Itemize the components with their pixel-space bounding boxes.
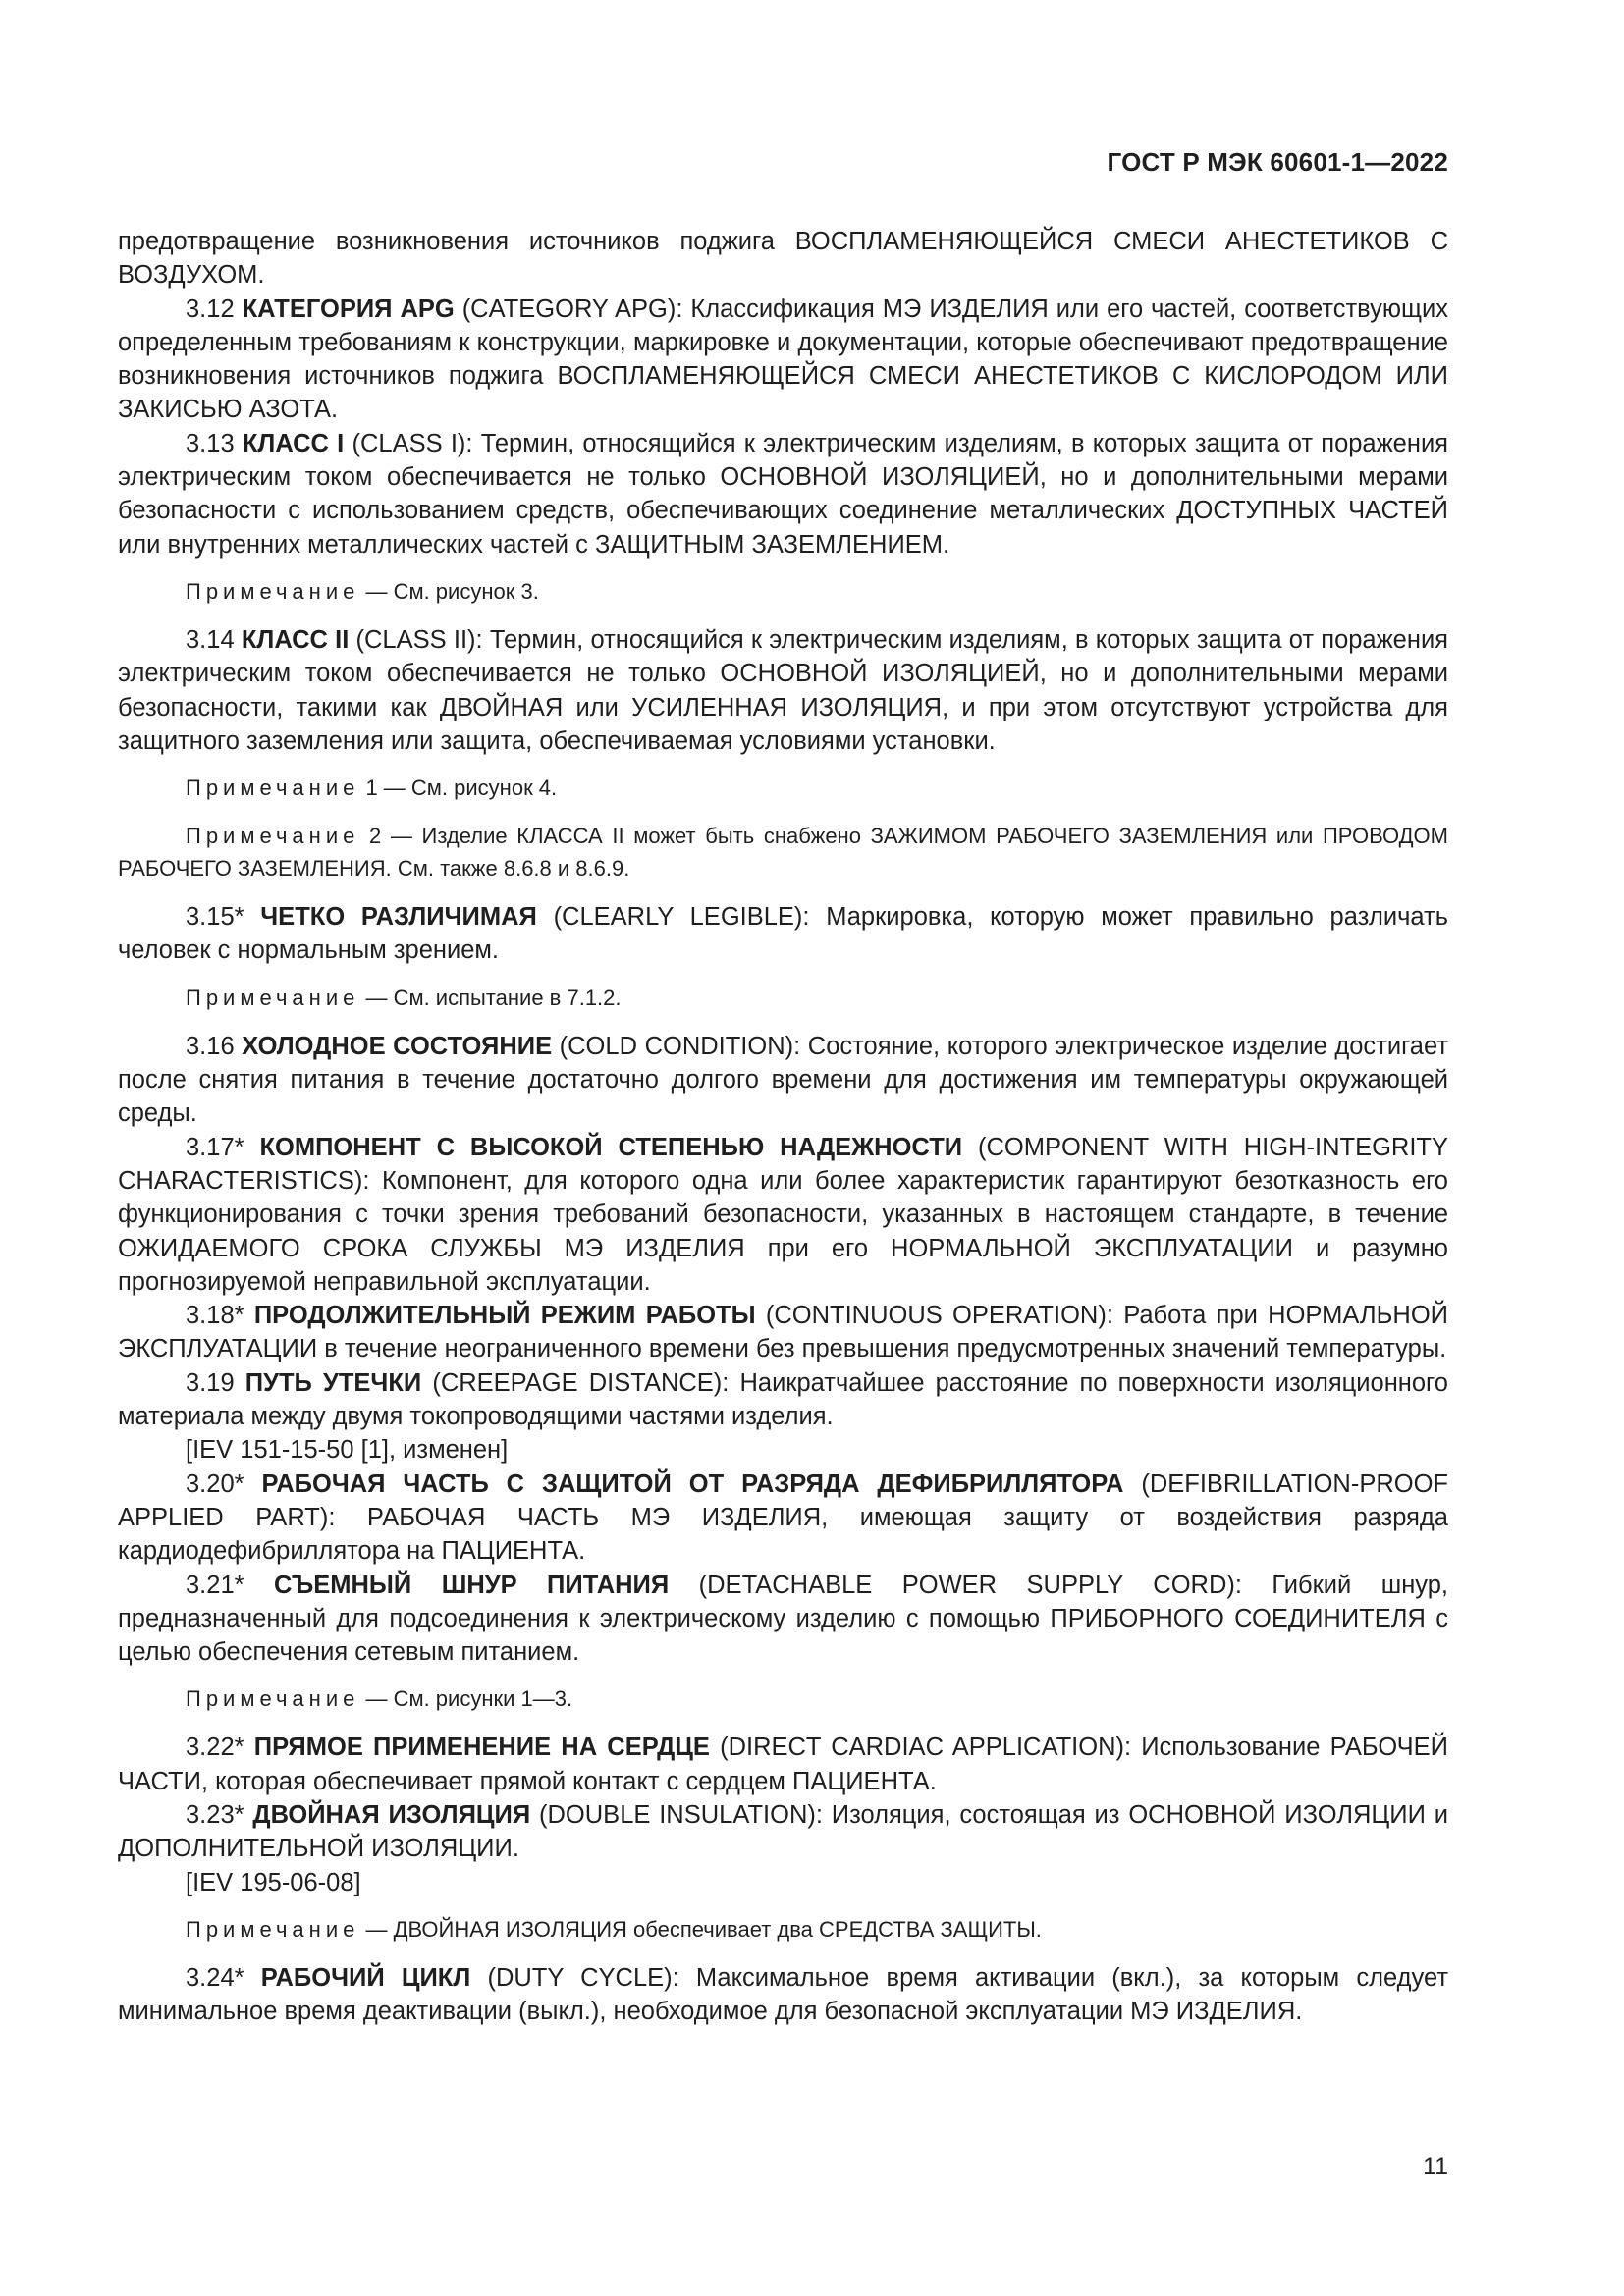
page-number: 11: [1423, 2153, 1448, 2180]
note-label: Примечание: [186, 578, 360, 604]
note-paragraph: [118, 575, 1448, 608]
note-paragraph: [118, 772, 1448, 804]
note-paragraph: [118, 1913, 1448, 1946]
term-definition: [118, 293, 1448, 427]
term-text: (DETACHABLE POWER SUPPLY CORD): Гибкий шнур, предназначенный для подсоединения к электрическому изделию с помощью ПРИБОРНОГО СОЕДИНИТЕЛЯ с целью обеспечения сетевым питанием.: [118, 1571, 1449, 1667]
note-label: Примечание: [186, 775, 360, 801]
note-paragraph: [118, 1682, 1448, 1715]
term-text: (DUTY CYCLE): Максимальное время активации (вкл.), за которым следует минимальное время деактивации (выкл.), необходимое для безопасной эксплуатации МЭ ИЗДЕЛИЯ.: [118, 1963, 1449, 2026]
term-name: ДВОЙНАЯ ИЗОЛЯЦИЯ: [252, 1800, 531, 1829]
term-definition: [118, 1366, 1448, 1434]
term-name: ХОЛОДНОЕ СОСТОЯНИЕ: [242, 1032, 553, 1060]
term-definition: [118, 1030, 1448, 1131]
term-definition: [118, 1299, 1448, 1366]
note-paragraph: [118, 820, 1448, 884]
term-text: (DIRECT CARDIAC APPLICATION): Использование РАБОЧЕЙ ЧАСТИ, которая обеспечивает прямой контакт с сердцем ПАЦИЕНТА.: [118, 1734, 1448, 1795]
note-label: Примечание: [186, 824, 360, 849]
term-definition: [118, 1569, 1448, 1670]
term-name: ЧЕТКО РАЗЛИЧИМАЯ: [260, 903, 537, 932]
note-label: Примечание: [186, 1686, 360, 1712]
note-text: — ДВОЙНАЯ ИЗОЛЯЦИЯ обеспечивает два СРЕДСТВА ЗАЩИТЫ.: [359, 1916, 1042, 1942]
term-name: РАБОЧАЯ ЧАСТЬ С ЗАЩИТОЙ ОТ РАЗРЯДА ДЕФИБРИЛЛЯТОРА: [261, 1469, 1124, 1498]
term-text: (DOUBLE INSULATION): Изоляция, состоящая из ОСНОВНОЙ ИЗОЛЯЦИИ и ДОПОЛНИТЕЛЬНОЙ ИЗОЛЯЦИИ.: [118, 1800, 1449, 1863]
term-number: 3.12: [186, 294, 243, 323]
note-label: Примечание: [186, 985, 360, 1010]
term-number: 3.22*: [186, 1734, 254, 1762]
term-definition: [118, 1731, 1448, 1798]
paragraph-continuation: предотвращение возникновения источников поджига ВОСПЛАМЕНЯЮЩЕЙСЯ СМЕСИ АНЕСТЕТИКОВ С ВОЗДУХОМ.: [118, 228, 1448, 290]
term-number: 3.16: [186, 1032, 243, 1060]
term-name: РАБОЧИЙ ЦИКЛ: [260, 1963, 471, 1992]
term-text: (CONTINUOUS OPERATION): Работа при НОРМАЛЬНОЙ ЭКСПЛУАТАЦИИ в течение неограниченного времени без превышения предусмотренных значений температуры.: [118, 1302, 1448, 1363]
note-text: 2 — Изделие КЛАССА II может быть снабжено ЗАЖИМОМ РАБОЧЕГО ЗАЗЕМЛЕНИЯ или ПРОВОДОМ РАБОЧЕГО ЗАЗЕМЛЕНИЯ. См. также 8.6.8 и 8.6.9.: [118, 824, 1448, 881]
term-definition: [118, 623, 1448, 758]
document-code-header: ГОСТ Р МЭК 60601-1—2022: [1107, 147, 1448, 177]
term-number: 3.23*: [186, 1800, 253, 1829]
term-definition: [118, 900, 1448, 968]
reference-line: [IEV 151-15-50 [1], изменен]: [186, 1436, 509, 1465]
document-body: [118, 225, 1448, 2028]
term-text: (DEFIBRILLATION-PROOF APPLIED PART): РАБОЧАЯ ЧАСТЬ МЭ ИЗДЕЛИЯ, имеющая защиту от воздействия разряда кардиодефибриллятора на ПАЦИЕНТА.: [118, 1469, 1448, 1566]
term-name: КОМПОНЕНТ С ВЫСОКОЙ СТЕПЕНЬЮ НАДЕЖНОСТИ: [259, 1133, 963, 1161]
term-definition: [118, 427, 1448, 561]
term-number: 3.13: [186, 429, 243, 457]
note-label: Примечание: [186, 1916, 360, 1942]
document-page: [118, 0, 1448, 2296]
term-number: 3.24*: [186, 1963, 261, 1992]
term-definition: [118, 1468, 1448, 1569]
term-number: 3.15*: [186, 903, 261, 932]
term-name: СЪЕМНЫЙ ШНУР ПИТАНИЯ: [274, 1571, 670, 1599]
term-number: 3.18*: [186, 1302, 254, 1330]
term-number: 3.21*: [186, 1571, 275, 1599]
note-text: — См. рисунки 1—3.: [359, 1686, 573, 1712]
term-number: 3.14: [186, 625, 242, 654]
term-name: КЛАСС II: [241, 625, 350, 654]
term-name: ПРОДОЛЖИТЕЛЬНЫЙ РЕЖИМ РАБОТЫ: [253, 1302, 756, 1330]
term-text: (CLASS II): Термин, относящийся к электрическим изделиям, в которых защита от поражения электрическим током обеспечивается не только ОСНОВНОЙ ИЗОЛЯЦИЕЙ, но и дополнительными мерами безопасности, такими как ДВОЙНАЯ или УСИЛЕННАЯ ИЗОЛЯЦИЯ, и при этом отсутствуют устройства для защитного заземления или защита, обеспечиваемая условиями установки.: [118, 625, 1448, 755]
term-text: (CLASS I): Термин, относящийся к электрическим изделиям, в которых защита от поражения электрическим током обеспечивается не только ОСНОВНОЙ ИЗОЛЯЦИЕЙ, но и дополнительными мерами безопасности с использованием средств, обеспечивающих соединение металлических ДОСТУПНЫХ ЧАСТЕЙ или внутренних металлических частей с ЗАЩИТНЫМ ЗАЗЕМЛЕНИЕМ.: [118, 429, 1448, 559]
reference-line: [IEV 195-06-08]: [186, 1868, 361, 1896]
note-paragraph: [118, 982, 1448, 1014]
term-number: 3.19: [186, 1368, 245, 1397]
term-number: 3.17*: [186, 1133, 260, 1161]
term-text: (CLEARLY LEGIBLE): Маркировка, которую может правильно различать человек с нормальным зрением.: [118, 903, 1448, 965]
term-definition: [118, 1131, 1448, 1299]
term-definition: [118, 1798, 1448, 1866]
term-name: КЛАСС I: [242, 429, 345, 457]
note-text: — См. рисунок 3.: [359, 578, 539, 604]
term-number: 3.20*: [186, 1469, 262, 1498]
term-text: (COMPONENT WITH HIGH-INTEGRITY CHARACTERISTICS): Компонент, для которого одна или более характеристик гарантируют безотказность его функционирования с точки зрения требований безопасности, указанных в настоящем стандарте, в течение ОЖИДАЕМОГО СРОКА СЛУЖБЫ МЭ ИЗДЕЛИЯ при его НОРМАЛЬНОЙ ЭКСПЛУАТАЦИИ и разумно прогнозируемой неправильной эксплуатации.: [118, 1133, 1449, 1296]
note-text: 1 — См. рисунок 4.: [359, 775, 558, 801]
term-name: ПРЯМОЕ ПРИМЕНЕНИЕ НА СЕРДЦЕ: [253, 1734, 710, 1762]
term-text: (CATEGORY APG): Классификация МЭ ИЗДЕЛИЯ или его частей, соответствующих определенным требованиям к конструкции, маркировке и документации, которые обеспечивают предотвращение возникновения источников поджига ВОСПЛАМЕНЯЮЩЕЙСЯ СМЕСИ АНЕСТЕТИКОВ С КИСЛОРОДОМ ИЛИ ЗАКИСЬЮ АЗОТА.: [118, 294, 1448, 424]
note-text: — См. испытание в 7.1.2.: [359, 985, 622, 1010]
term-text: (COLD CONDITION): Состояние, которого электрическое изделие достигает после снятия питания в течение достаточно долгого времени для достижения им температуры окружающей среды.: [118, 1032, 1449, 1128]
term-text: (CREEPAGE DISTANCE): Наикратчайшее расстояние по поверхности изоляционного материала между двумя токопроводящими частями изделия.: [118, 1368, 1448, 1431]
term-name: КАТЕГОРИЯ APG: [242, 294, 455, 323]
term-definition: [118, 1961, 1448, 2029]
term-name: ПУТЬ УТЕЧКИ: [244, 1368, 422, 1397]
